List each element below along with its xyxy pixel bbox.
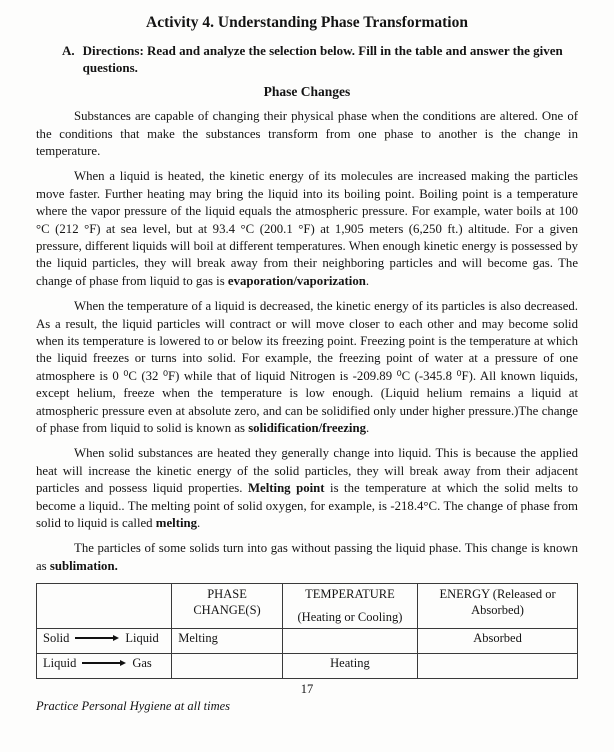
bold-term-sublimation: sublimation.: [49, 558, 118, 573]
bold-term-melting: melting: [155, 515, 198, 530]
header-energy: [418, 584, 578, 629]
header-phase-change: [172, 584, 283, 629]
header-line: ENERGY (Released or: [439, 587, 556, 602]
paragraph-text: The particles of some solids turn into gas without passing the liquid phase. This change is known as: [36, 541, 578, 573]
paragraph-text: When solid substances are heated they generally change into liquid. This is because the applied heat will increase the kinetic energy of the solid particles, they will break away from their adjacent particles and possess liquid properties.: [36, 446, 578, 496]
paragraph-text: .: [365, 273, 370, 288]
header-line: (Heating or Cooling): [297, 610, 403, 625]
header-line: Absorbed): [471, 603, 524, 618]
footer-note: Practice Personal Hygiene at all times: [36, 698, 231, 713]
table-header-row: [37, 584, 578, 629]
cell-energy: [418, 653, 578, 678]
directions-label: A.: [62, 43, 75, 58]
header-line: PHASE: [207, 587, 247, 602]
phase-from: Liquid: [43, 655, 77, 670]
paragraph-melting: [36, 445, 578, 532]
cell-phase-change: [172, 653, 283, 678]
paragraph-text: .: [197, 515, 201, 530]
paragraph-text: When a liquid is heated, the kinetic energy of its molecules are increased making the particles move faster. Further heating may bring the liquid into its boiling point. Boiling point is a temperature where the vapor pressure of the liquid equals the atmospheric pressure. For example, water boils at 100 °C (212 °F) at sea level, but at 93.4 °C (200.1 °F) at 1,905 meters (6,250 ft.) altitude. For a given pressure, different liquids will boil at different temperatures. When enough kinetic energy is possessed by the liquid particles, they will break away from their neighboring particles and will become gas. The change of phase from liquid to gas is: [36, 169, 578, 288]
directions-text: Directions: Read and analyze the selection below. Fill in the table and answer the given questions.: [82, 43, 563, 76]
paragraph-text: .: [365, 420, 370, 435]
table-row: [37, 653, 578, 678]
bold-term-evaporation: evaporation/vaporization: [227, 273, 366, 288]
phase-change-table: [36, 583, 578, 679]
paragraph-text: Substances are capable of changing their physical phase when the conditions are altered. One of the conditions that make the substances transform from one phase to another is the change in temperature.: [36, 109, 578, 159]
cell-energy: Absorbed: [418, 628, 578, 653]
cell-temperature: Heating: [282, 653, 417, 678]
header-transform: [37, 584, 172, 629]
right-arrow-icon: [82, 660, 126, 666]
header-line: TEMPERATURE: [305, 587, 395, 602]
page-title: Activity 4. Understanding Phase Transformation: [146, 14, 468, 31]
header-line: CHANGE(S): [193, 603, 261, 618]
phase-from: Solid: [43, 630, 70, 645]
paragraph-sublimation: [36, 540, 578, 575]
bold-term-solidification: solidification/freezing: [248, 420, 366, 435]
cell-phase-change: Melting: [172, 628, 283, 653]
cell-temperature: [282, 628, 417, 653]
phase-to: Gas: [132, 655, 152, 670]
paragraph-boiling: [36, 168, 578, 290]
header-temperature: [282, 584, 417, 629]
section-heading: Phase Changes: [263, 84, 351, 100]
paragraph-freezing: [36, 298, 578, 437]
phase-to: Liquid: [125, 630, 159, 645]
paragraph-text: When the temperature of a liquid is decreased, the kinetic energy of its particles is also decreased. As a result, the liquid particles will contract or will move closer to each other and may become solid when its temperature is lowered to or below its freezing point. Freezing point is the temperature at which the liquid freezes or turns into solid. For example, the freezing point of water at a pressure of one atmosphere is 0 ⁰C (32 ⁰F) while that of liquid Nitrogen is -209.89 ⁰C (-345.8 ⁰F). All known liquids, except helium, freeze when the temperature is low enough. (Liquid helium remains a liquid at atmospheric pressure even at absolute zero, and can be solidified only under higher pressure.)The change of phase from liquid to solid is known as: [36, 299, 579, 435]
directions: [62, 42, 574, 76]
paragraph-intro: [36, 108, 578, 160]
cell-transform: [37, 628, 172, 653]
bold-term-melting-point: Melting point: [247, 481, 325, 496]
table-row: [37, 628, 578, 653]
cell-transform: [37, 653, 172, 678]
right-arrow-icon: [75, 635, 119, 641]
page-number: 17: [300, 681, 314, 696]
paragraph-text: is the temperature at which the solid melts to become a liquid.. The melting point of solid oxygen, for example, is -218.4°C. The change of phase from solid to liquid is called: [36, 481, 578, 530]
